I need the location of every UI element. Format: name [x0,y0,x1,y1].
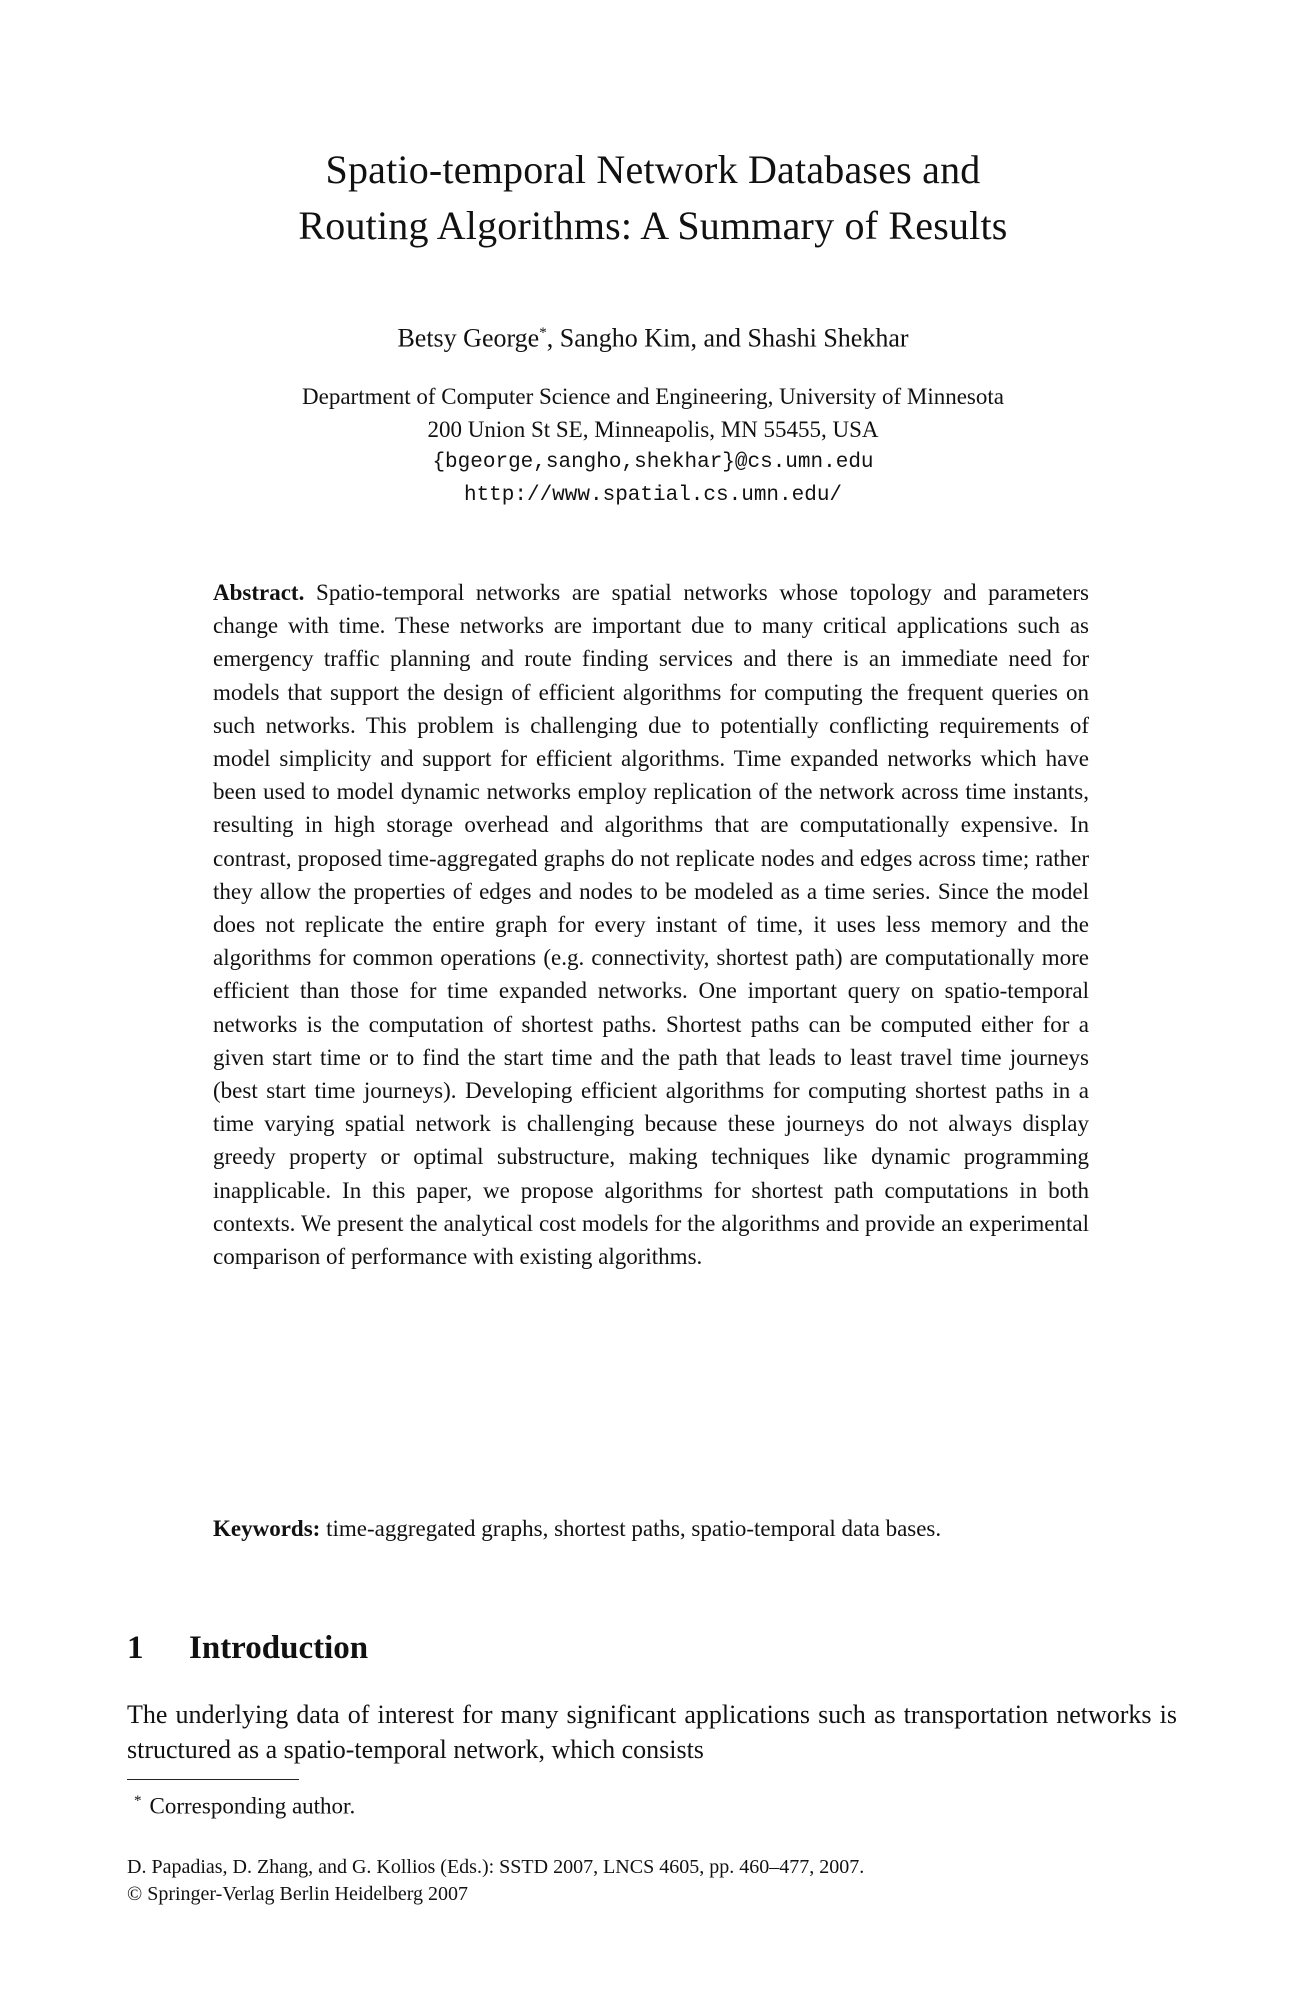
title-line-2: Routing Algorithms: A Summary of Results [298,203,1008,248]
group-url[interactable]: http://www.spatial.cs.umn.edu/ [463,484,843,507]
abstract [213,576,1089,1273]
copyright-line: © Springer-Verlag Berlin Heidelberg 2007 [127,1883,469,1905]
author-list [130,316,1176,356]
affiliation-block [130,380,1176,512]
title-line-1: Spatio-temporal Network Databases and [325,147,981,192]
abstract-label: Abstract. [213,580,305,605]
footnote-divider [127,1779,299,1780]
paper-title [130,142,1176,254]
keywords-text: time-aggregated graphs, shortest paths, spatio-temporal data bases. [326,1516,942,1541]
other-authors: , Sangho Kim, and Shashi Shekhar [546,323,909,353]
footnote-mark: * [134,1793,142,1809]
affiliation-department: Department of Computer Science and Engineering, University of Minnesota [302,384,1004,409]
section-title: Introduction [189,1630,369,1666]
author-name: Betsy George [397,323,540,353]
author-emails: {bgeorge,sangho,shekhar}@cs.umn.edu [432,451,874,474]
intro-paragraph: The underlying data of interest for many significant applications such as transportation networks is structured as a spatio-temporal network, which consists [127,1700,1177,1764]
section-heading [127,1628,368,1668]
footnote [134,1786,355,1822]
footnote-text: Corresponding author. [149,1793,356,1819]
keywords [213,1512,1089,1545]
keywords-label: Keywords: [213,1516,321,1541]
affiliation-address: 200 Union St SE, Minneapolis, MN 55455, USA [427,417,879,442]
section-number: 1 [127,1630,144,1666]
corresponding-author-mark: * [539,325,547,341]
abstract-text: Spatio-temporal networks are spatial networks whose topology and parameters change with time. These networks are important due to many critical applications such as emergency traffic planning and route finding services and there is an immediate need for models that support the design of efficient algorithms for computing the frequent queries on such networks. This problem is challenging due to potentially conflicting requirements of model simplicity and support for efficient algorithms. Time expanded networks which have been used to model dynamic networks employ replication of the network across time instants, resulting in high storage overhead and algorithms that are computationally expensive. In contrast, proposed time-aggregated graphs do not replicate nodes and edges across time; rather they allow the properties of edges and nodes to be modeled as a time series. Since the model does not replicate the entire graph for every instant of time, it uses less memory and the algorithms for common operations (e.g. connectivity, shortest path) are computationally more efficient than those for time expanded networks. One important query on spatio-temporal networks is the computation of shortest paths. Shortest paths can be computed either for a given start time or to find the start time and the path that leads to least travel time journeys (best start time journeys). Developing efficient algorithms for computing shortest paths in a time varying spatial network is challenging because these journeys do not always display greedy property or optimal substructure, making techniques like dynamic programming inapplicable. In this paper, we propose algorithms for shortest path computations in both contexts. We present the analytical cost models for the algorithms and provide an experimental comparison of performance with existing algorithms. [213,580,1090,1270]
citation-block [127,1854,864,1908]
citation-line: D. Papadias, D. Zhang, and G. Kollios (Eds.): SSTD 2007, LNCS 4605, pp. 460–477, 2007. [127,1856,865,1878]
